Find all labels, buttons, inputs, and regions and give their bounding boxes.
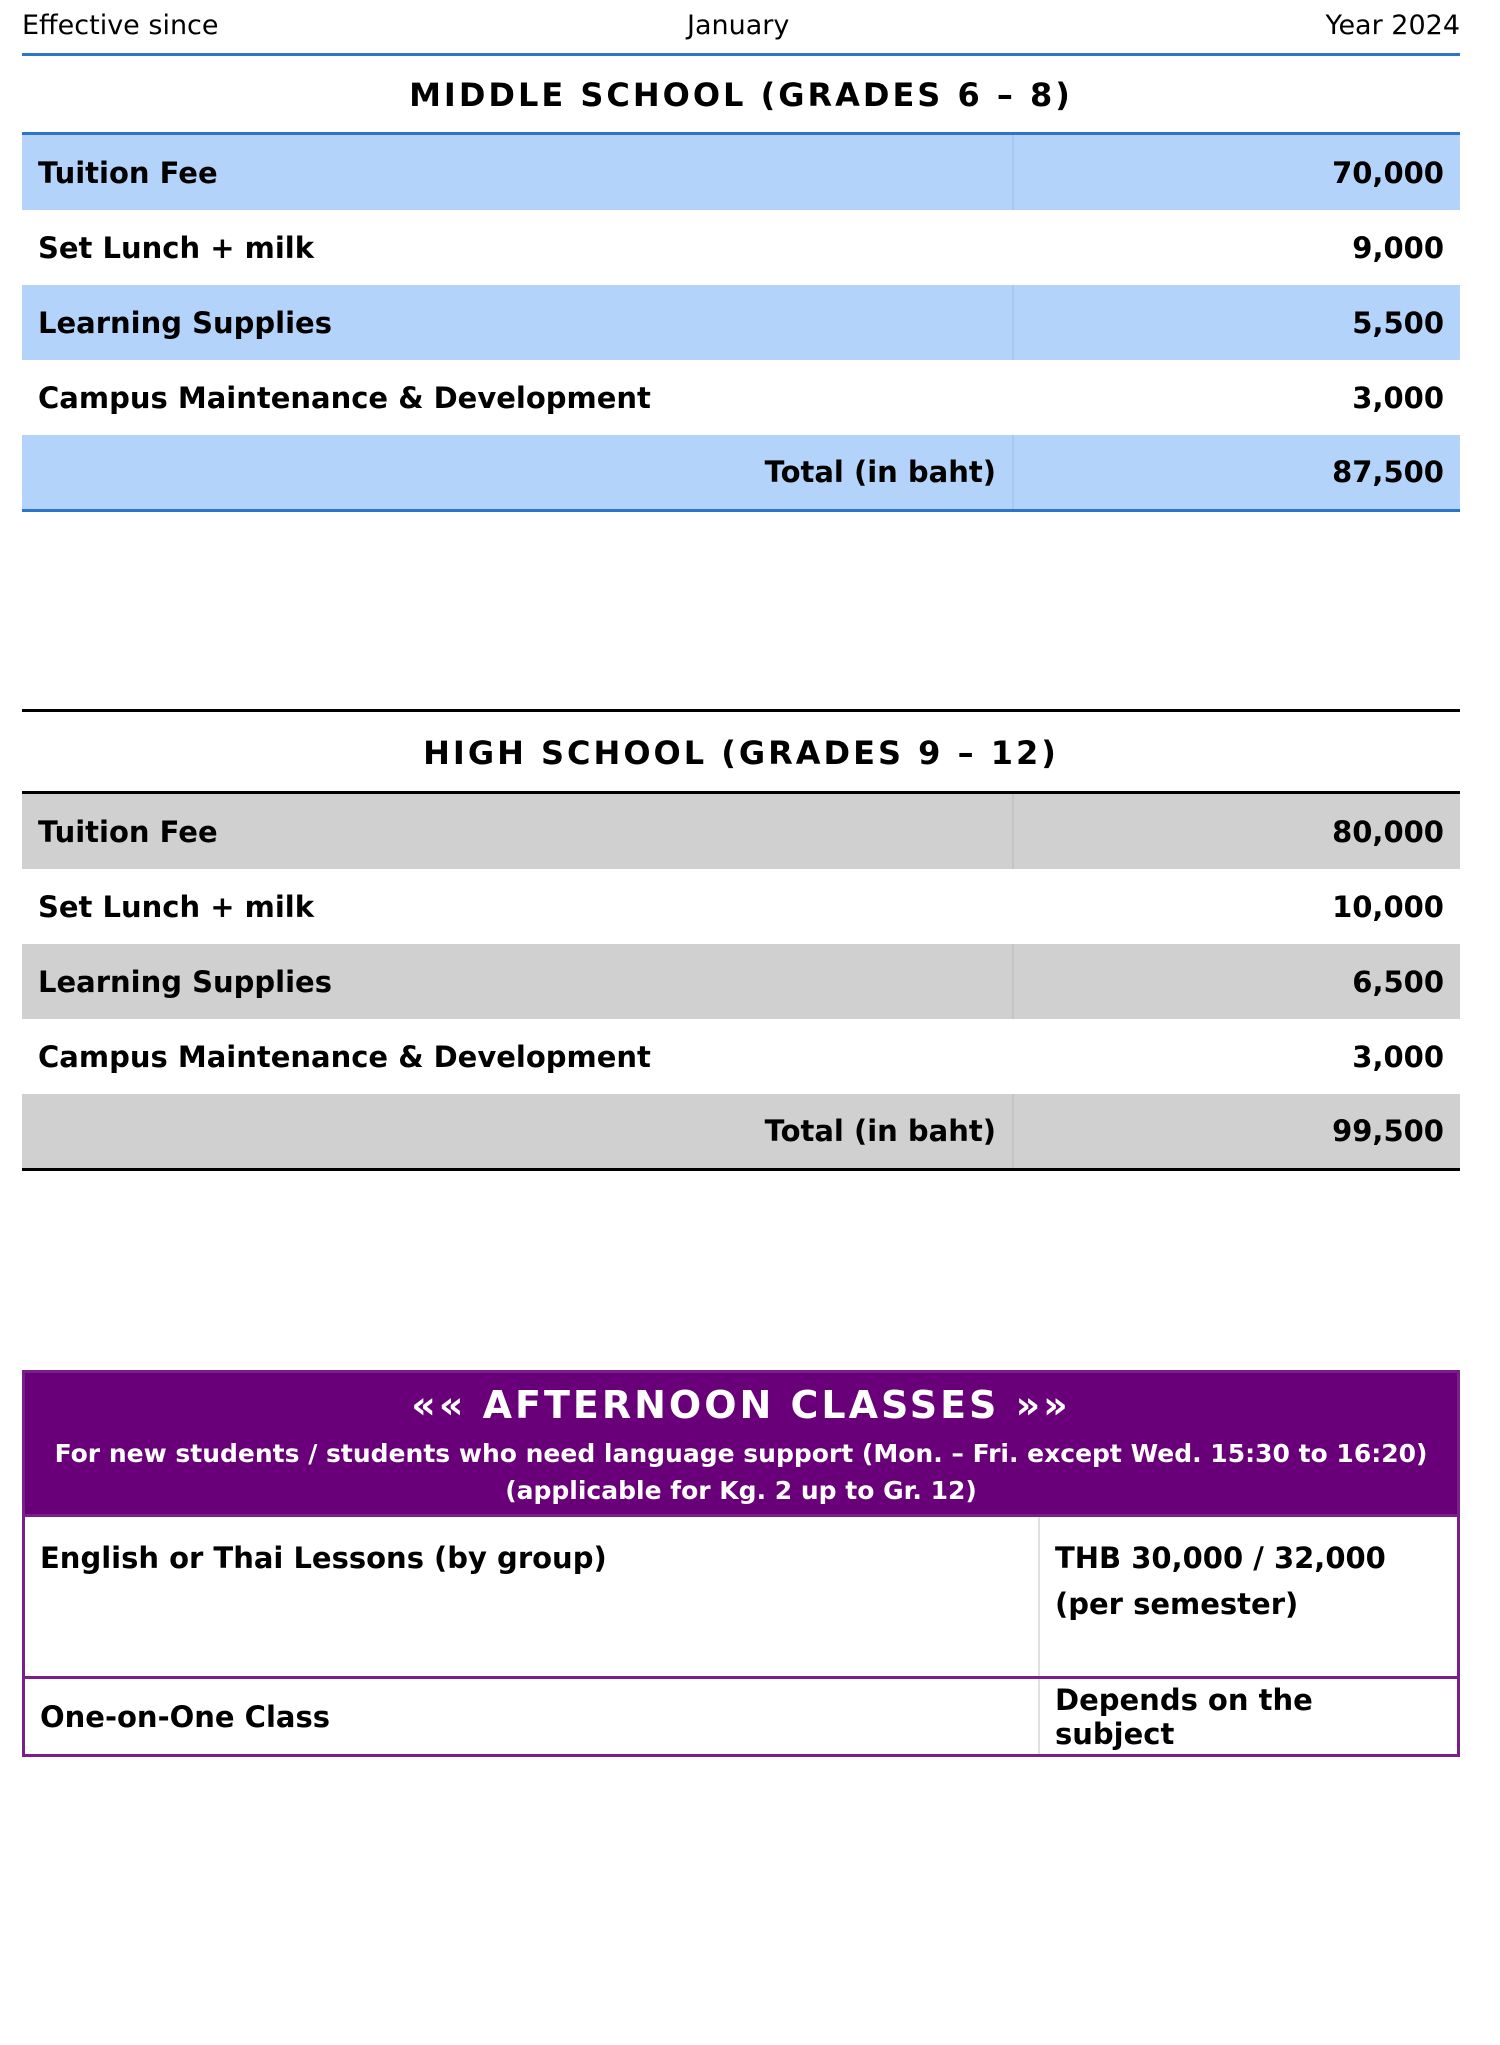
fee-amount: 70,000 — [1013, 135, 1460, 210]
table-row — [22, 944, 1460, 1019]
fee-amount: 3,000 — [1352, 1039, 1444, 1074]
table-row — [25, 1678, 1457, 1755]
afternoon-classes-subtitle: For new students / students who need language support (Mon. – Fri. except Wed. 15:30 to 16:20) — [54, 1439, 1428, 1468]
total-row — [22, 1094, 1460, 1169]
table-row — [25, 1516, 1457, 1678]
fee-label: Tuition Fee — [22, 135, 1013, 210]
class-price-period: (per semester) — [1055, 1587, 1299, 1621]
fee-amount: 5,500 — [1013, 285, 1460, 360]
fee-label: Set Lunch + milk — [22, 869, 1013, 944]
total-label: Total (in baht) — [22, 435, 1013, 510]
table-row — [22, 285, 1460, 360]
fee-amount: 9,000 — [1352, 230, 1444, 265]
total-amount: 87,500 — [1013, 435, 1460, 510]
total-label: Total (in baht) — [22, 1094, 1013, 1169]
afternoon-classes-section — [22, 1370, 1460, 1757]
fee-label: Tuition Fee — [22, 794, 1013, 869]
table-row — [22, 869, 1460, 944]
fee-label: Learning Supplies — [22, 944, 1013, 1019]
fee-amount: 3,000 — [1352, 380, 1444, 415]
high-school-fee-section — [22, 709, 1460, 1171]
fee-amount: 10,000 — [1332, 889, 1444, 924]
class-price-amount: THB 30,000 / 32,000 — [1055, 1541, 1386, 1575]
effective-month: January — [687, 10, 790, 41]
class-label: English or Thai Lessons (by group) — [25, 1516, 1039, 1678]
afternoon-classes-title: «« AFTERNOON CLASSES »» — [411, 1383, 1071, 1427]
fee-label: Campus Maintenance & Development — [22, 1019, 1013, 1094]
fee-schedule-page — [22, 0, 1460, 1751]
class-price: Depends on the subject — [1039, 1678, 1457, 1755]
middle-school-fee-table — [22, 135, 1460, 512]
total-amount: 99,500 — [1013, 1094, 1460, 1169]
table-row — [22, 794, 1460, 869]
fee-label: Learning Supplies — [22, 285, 1013, 360]
table-row — [22, 360, 1460, 435]
fee-label: Set Lunch + milk — [22, 210, 1013, 285]
class-price — [1039, 1516, 1457, 1678]
effective-year: Year 2024 — [1325, 10, 1460, 41]
table-row — [22, 1019, 1460, 1094]
middle-school-fee-section — [22, 56, 1460, 512]
table-row — [22, 135, 1460, 210]
afternoon-classes-table — [25, 1514, 1457, 1754]
high-school-fee-table — [22, 794, 1460, 1171]
high-school-title: HIGH SCHOOL (GRADES 9 – 12) — [22, 712, 1460, 794]
total-row — [22, 435, 1460, 510]
effective-since-label: Effective since — [22, 10, 219, 41]
fee-amount: 80,000 — [1013, 794, 1460, 869]
fee-amount: 6,500 — [1013, 944, 1460, 1019]
afternoon-classes-header — [25, 1373, 1457, 1514]
middle-school-title: MIDDLE SCHOOL (GRADES 6 – 8) — [22, 56, 1460, 135]
afternoon-classes-eligibility: (applicable for Kg. 2 up to Gr. 12) — [505, 1476, 977, 1505]
table-row — [22, 210, 1460, 285]
class-label: One-on-One Class — [25, 1678, 1039, 1755]
fee-label: Campus Maintenance & Development — [22, 360, 1013, 435]
effective-date-bar — [22, 0, 1460, 56]
